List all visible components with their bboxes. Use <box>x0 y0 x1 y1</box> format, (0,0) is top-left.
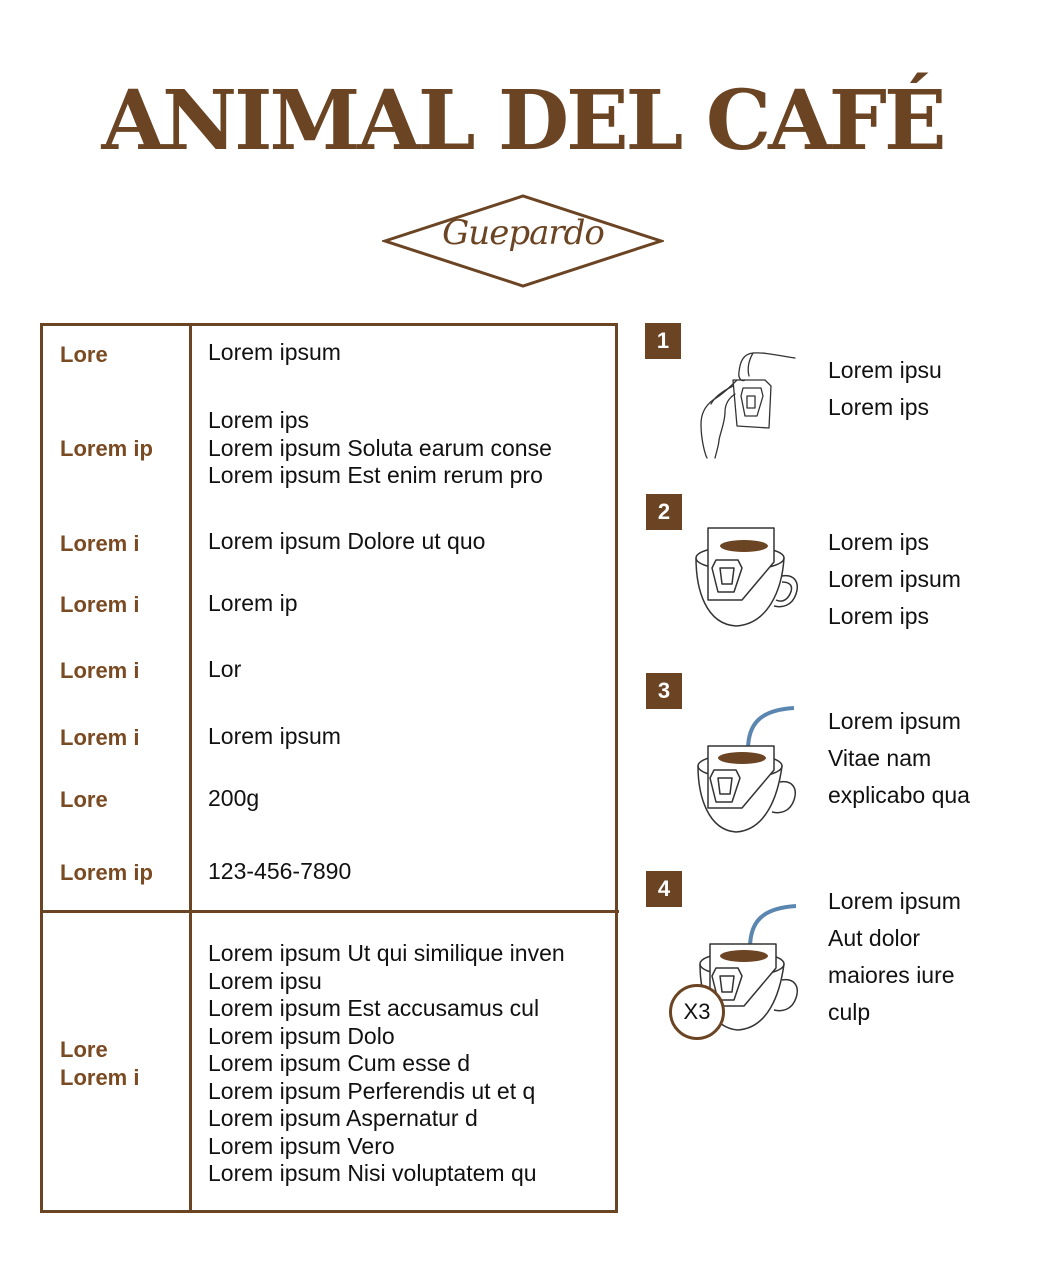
repeat-badge: X3 <box>669 984 725 1040</box>
row-value-line: Lorem ipsum Est enim rerum pro <box>208 462 543 488</box>
footer-label-line: Lorem i <box>60 1064 140 1090</box>
footer-value-line: Lorem ipsu <box>208 967 322 994</box>
step-1-badge: 1 <box>645 323 681 359</box>
row-value-line: 123-456-7890 <box>208 858 352 884</box>
row-value <box>208 723 341 751</box>
step-4-line: maiores iure <box>828 962 955 988</box>
row-value-line: Lorem ipsum <box>208 723 341 749</box>
subtitle: Guepardo <box>442 213 604 253</box>
row-label: Lorem ip <box>60 436 153 461</box>
page-title: ANIMAL DEL CAFÉ <box>101 73 944 169</box>
step-4-text <box>828 883 961 1031</box>
footer-value-line: Lorem ipsum Vero <box>208 1132 395 1159</box>
step-1-line: Lorem ipsu <box>828 357 942 383</box>
row-value <box>208 785 259 813</box>
tear-drip-bag-icon <box>695 350 805 460</box>
footer-value-line: Lorem ipsum Perferendis ut et q <box>208 1077 536 1104</box>
step-4-badge: 4 <box>646 871 682 907</box>
footer-value <box>208 940 565 1188</box>
row-value-line: Lor <box>208 656 242 682</box>
row-value-line: Lorem ips <box>208 407 309 433</box>
step-3-line: Lorem ipsum <box>828 708 961 734</box>
row-value-line: Lorem ip <box>208 590 298 616</box>
row-value <box>208 528 485 556</box>
step-1-line: Lorem ips <box>828 394 929 420</box>
subtitle-emblem <box>382 193 664 289</box>
row-label: Lorem ip <box>60 860 153 885</box>
row-label: Lorem i <box>60 725 140 750</box>
footer-value-line: Lorem ipsum Aspernatur d <box>208 1105 478 1131</box>
footer-value-line: Lorem ipsum Ut qui similique inven <box>208 940 565 966</box>
step-2-line: Lorem ipsum <box>828 566 961 592</box>
step-4-line: Aut dolor <box>828 925 921 951</box>
row-value <box>208 858 351 886</box>
row-label: Lore <box>60 787 108 812</box>
row-value-line: Lorem ipsum <box>208 339 341 365</box>
footer-value-line: Lorem ipsum Est accusamus cul <box>208 995 540 1021</box>
step-3-line: Vitae nam <box>828 745 932 771</box>
footer-label-line: Lore <box>60 1037 108 1062</box>
row-value <box>208 656 241 684</box>
step-4-line: Lorem ipsum <box>828 888 961 914</box>
row-value <box>208 590 297 618</box>
footer-label <box>60 1036 139 1091</box>
hang-bag-on-cup-icon <box>690 520 800 632</box>
row-value-line: Lorem ipsum Soluta earum conse <box>208 434 552 461</box>
row-value-line: Lorem ipsum Dolore ut quo <box>208 528 486 554</box>
step-3-line: explicabo qua <box>828 782 970 808</box>
step-3-text <box>828 703 970 814</box>
footer-value-line: Lorem ipsum Nisi voluptatem qu <box>208 1160 537 1186</box>
row-label: Lore <box>60 342 108 367</box>
table-divider-vertical <box>189 326 192 1210</box>
row-label: Lorem i <box>60 658 140 683</box>
row-value <box>208 339 341 367</box>
step-2-line: Lorem ips <box>828 529 929 555</box>
row-value <box>208 407 552 490</box>
footer-value-line: Lorem ipsum Cum esse d <box>208 1050 471 1076</box>
step-2-badge: 2 <box>646 494 682 530</box>
step-3-badge: 3 <box>646 673 682 709</box>
step-4-line: culp <box>828 999 871 1025</box>
row-label: Lorem i <box>60 592 140 617</box>
step-2-line: Lorem ips <box>828 603 929 629</box>
row-value-line: 200g <box>208 785 260 811</box>
pour-water-icon <box>690 704 800 836</box>
footer-value-line: Lorem ipsum Dolo <box>208 1022 395 1049</box>
step-2-text <box>828 524 961 635</box>
table-divider-horizontal <box>43 910 619 913</box>
spec-table <box>40 323 618 1213</box>
step-1-text <box>828 352 942 426</box>
row-label: Lorem i <box>60 531 140 556</box>
